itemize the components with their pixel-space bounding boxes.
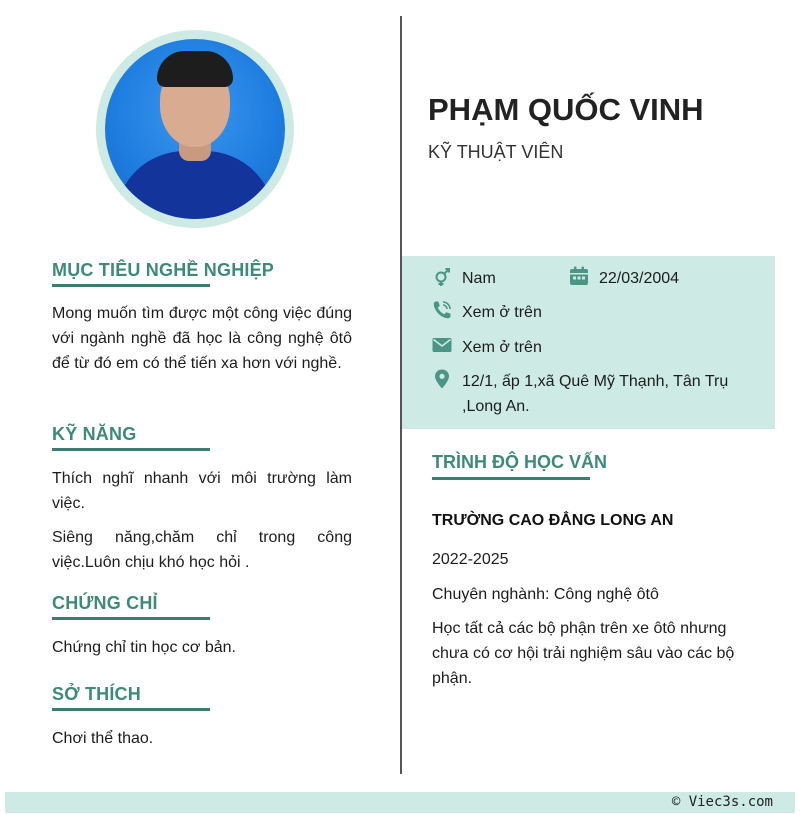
education-underline	[432, 477, 590, 480]
footer-bar	[5, 792, 795, 813]
email-icon	[432, 335, 452, 355]
phone-icon	[432, 300, 452, 320]
address-line-1: 12/1, ấp 1,xã Quê Mỹ Thạnh, Tân Trụ	[462, 373, 729, 390]
email-value: Xem ở trên	[462, 339, 542, 356]
skill-item: Thích nghĩ nhanh với môi trường làm việc.	[52, 470, 352, 512]
education-description: Học tất cả các bộ phận trên xe ôtô nhưng chưa có cơ hội trải nghiệm sâu vào các bộ phận.	[432, 620, 735, 687]
address-line-2: ,Long An.	[462, 398, 530, 415]
gender-value: Nam	[462, 270, 496, 287]
birthday-value: 22/03/2004	[599, 270, 680, 287]
certificates-text: Chứng chỉ tin học cơ bản.	[52, 639, 236, 656]
objective-text: Mong muốn tìm được một công việc đúng với ngành nghề đã học là công nghệ ôtô để từ đó em có thể tiến xa hơn với nghề.	[52, 305, 352, 372]
profile-photo	[105, 39, 285, 219]
photo-hair	[157, 51, 233, 87]
objective-underline	[52, 284, 210, 287]
education-period: 2022-2025	[432, 551, 509, 568]
skills-title: KỸ NĂNG	[52, 424, 137, 444]
certificates-title: CHỨNG CHỈ	[52, 593, 158, 613]
hobbies-text: Chơi thể thao.	[52, 730, 154, 747]
footer-credit[interactable]: © Viec3s.com	[671, 794, 773, 810]
hobbies-title: SỞ THÍCH	[52, 684, 141, 704]
location-icon	[432, 369, 452, 389]
photo-shirt	[115, 151, 275, 219]
skill-item: Siêng năng,chăm chỉ trong công việc.Luôn chịu khó học hỏi .	[52, 529, 352, 571]
certificates-underline	[52, 617, 210, 620]
avatar	[96, 30, 294, 228]
candidate-name: PHẠM QUỐC VINH	[428, 92, 704, 127]
calendar-icon	[569, 266, 589, 286]
phone-value: Xem ở trên	[462, 304, 542, 321]
hobbies-underline	[52, 708, 210, 711]
gender-icon	[432, 267, 452, 287]
education-title: TRÌNH ĐỘ HỌC VẤN	[432, 452, 607, 472]
education-major: Chuyên nghành: Công nghệ ôtô	[432, 586, 659, 603]
objective-title: MỤC TIÊU NGHỀ NGHIỆP	[52, 260, 275, 280]
skills-underline	[52, 448, 210, 451]
candidate-title: KỸ THUẬT VIÊN	[428, 142, 564, 162]
school-name: TRƯỜNG CAO ĐẲNG LONG AN	[432, 512, 674, 529]
